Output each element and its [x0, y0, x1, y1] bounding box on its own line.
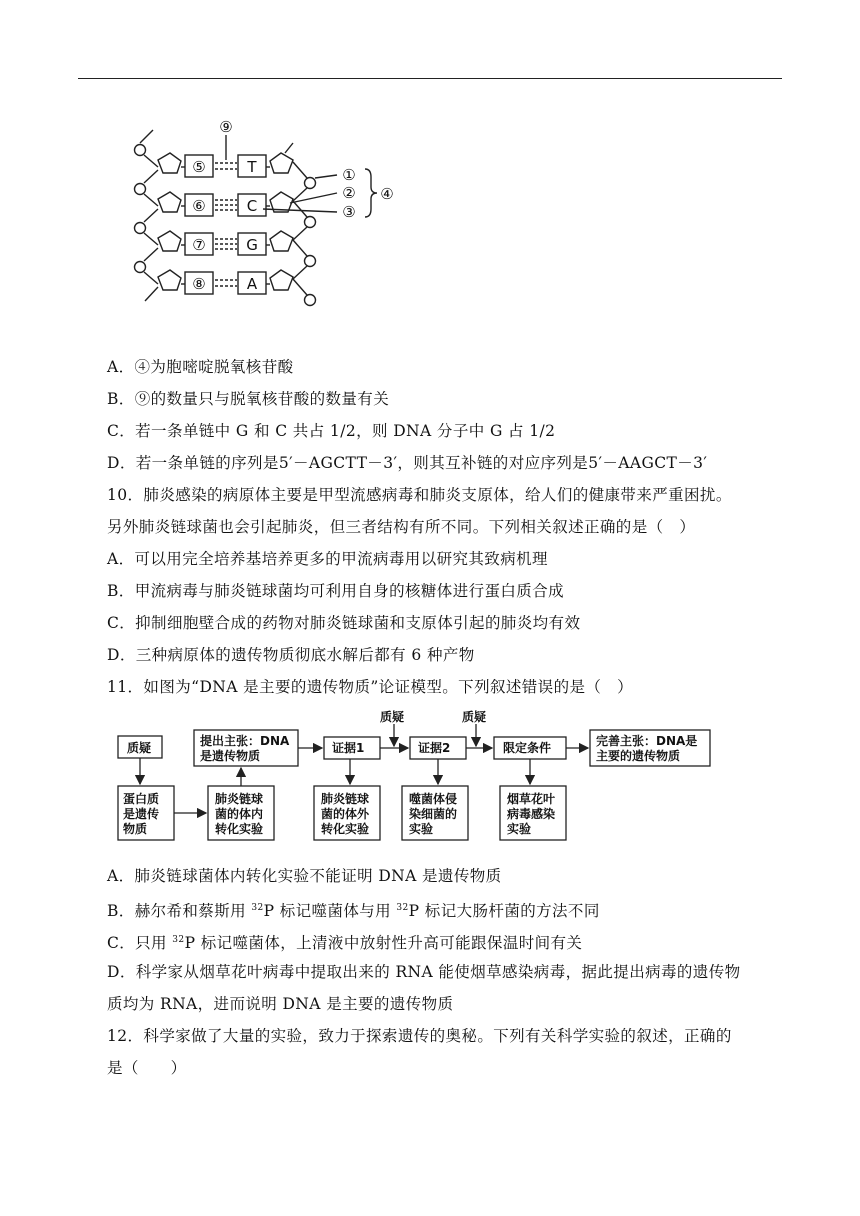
flow-tmv-line3: 实验 — [507, 822, 532, 836]
top-label-9: ⑨ — [219, 118, 233, 136]
flow-invitro-line3: 转化实验 — [321, 822, 370, 836]
flow-invivo-line1: 肺炎链球 — [215, 792, 264, 806]
flow-phage-line3: 实验 — [409, 822, 434, 836]
base-A: A — [246, 275, 258, 293]
flow-protein-line2: 是遗传 — [123, 807, 160, 821]
flow-final-claim-line2: 主要的遗传物质 — [596, 749, 681, 763]
flow-invivo-line3: 转化实验 — [215, 822, 264, 836]
flow-tmv-line1: 烟草花叶 — [507, 792, 556, 806]
q9-option-b: B．⑨的数量只与脱氧核苷酸的数量有关 — [107, 390, 390, 408]
right-label-1: ① — [342, 166, 356, 184]
flow-doubt-above2: 质疑 — [462, 710, 487, 724]
q9-option-c: C．若一条单链中 G 和 C 共占 1/2，则 DNA 分子中 G 占 1/2 — [107, 422, 556, 440]
flow-evidence1: 证据1 — [332, 741, 365, 755]
flow-invitro-line1: 肺炎链球 — [321, 792, 370, 806]
flow-claim-box-line2: 是遗传物质 — [200, 749, 261, 763]
left-label-7: ⑦ — [192, 236, 206, 254]
flow-protein-line3: 物质 — [123, 822, 148, 836]
q11-option-d-line1: D．科学家从烟草花叶病毒中提取出来的 RNA 能使烟草感染病毒，据此提出病毒的遗传物 — [107, 963, 741, 981]
right-label-2: ② — [342, 184, 356, 202]
base-C: C — [246, 197, 258, 215]
base-T: T — [247, 158, 257, 176]
q10-stem-line1: 10．肺炎感染的病原体主要是甲型流感病毒和肺炎支原体，给人们的健康带来严重困扰。 — [107, 486, 732, 504]
q11-option-b: B．赫尔希和蔡斯用 $^{32}$P 标记噬菌体与用 $^{32}$P 标记大肠杆菌的方法不同 — [107, 902, 600, 920]
q10-option-b: B．甲流病毒与肺炎链球菌均可利用自身的核糖体进行蛋白质合成 — [107, 582, 564, 600]
q11-option-c: C．只用 $^{32}$P 标记噬菌体，上清液中放射性升高可能跟保温时间有关 — [107, 934, 583, 952]
q11-option-d-line2: 质均为 RNA，进而说明 DNA 是主要的遗传物质 — [107, 995, 454, 1013]
flow-invitro-line2: 菌的体外 — [321, 807, 370, 821]
flow-protein-line1: 蛋白质 — [123, 792, 160, 806]
left-label-8: ⑧ — [192, 275, 206, 293]
flow-doubt-box: 质疑 — [127, 741, 152, 755]
flow-phage-line2: 染细菌的 — [409, 807, 458, 821]
header-rule — [78, 78, 782, 79]
q9-option-a: A．④为胞嘧啶脱氧核苷酸 — [107, 358, 294, 376]
q9-option-d: D．若一条单链的序列是5′－AGCTT－3′，则其互补链的对应序列是5′－AAGCT－3′ — [107, 454, 708, 472]
right-label-3: ③ — [342, 203, 356, 221]
flow-claim-box-line1: 提出主张：DNA — [200, 734, 290, 748]
q12-stem-line1: 12．科学家做了大量的实验，致力于探索遗传的奥秘。下列有关科学实验的叙述，正确的 — [107, 1027, 732, 1045]
q10-stem-line2: 另外肺炎链球菌也会引起肺炎，但三者结构有所不同。下列相关叙述正确的是（ ） — [107, 518, 696, 536]
q11-stem: 11．如图为“DNA 是主要的遗传物质”论证模型。下列叙述错误的是（ ） — [107, 678, 634, 696]
brace-label-4: ④ — [380, 185, 394, 203]
left-label-5: ⑤ — [192, 158, 206, 176]
dna-structure-figure — [125, 115, 395, 345]
flow-tmv-line2: 病毒感染 — [507, 807, 556, 821]
q10-option-a: A．可以用完全培养基培养更多的甲流病毒用以研究其致病机理 — [107, 550, 548, 568]
base-G: G — [246, 236, 258, 254]
left-label-6: ⑥ — [192, 197, 206, 215]
q11-option-a: A．肺炎链球菌体内转化实验不能证明 DNA 是遗传物质 — [107, 867, 502, 885]
flow-doubt-above1: 质疑 — [380, 710, 405, 724]
q12-stem-line2: 是（ ） — [107, 1059, 187, 1077]
q10-option-d: D．三种病原体的遗传物质彻底水解后都有 6 种产物 — [107, 646, 475, 664]
argument-model-flowchart — [110, 710, 730, 850]
flow-condition: 限定条件 — [503, 741, 552, 755]
flow-invivo-line2: 菌的体内 — [215, 807, 264, 821]
q10-option-c: C．抑制细胞壁合成的药物对肺炎链球菌和支原体引起的肺炎均有效 — [107, 614, 581, 632]
flow-phage-line1: 噬菌体侵 — [409, 792, 458, 806]
flow-final-claim-line1: 完善主张：DNA是 — [596, 734, 698, 748]
flow-evidence2: 证据2 — [418, 741, 451, 755]
